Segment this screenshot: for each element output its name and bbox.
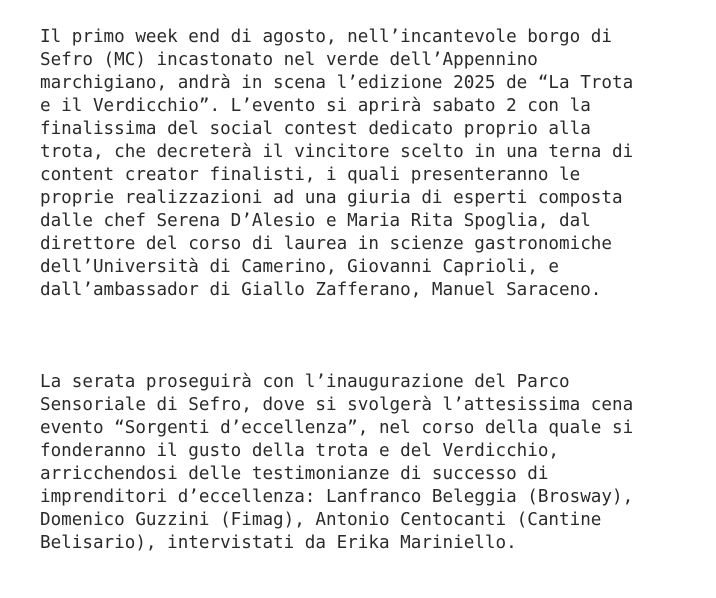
- text-line: imprenditori d’eccellenza: Lanfranco Beleggia (Brosway),: [40, 487, 634, 507]
- text-line: Sefro (MC) incastonato nel verde dell’Appennino: [40, 50, 538, 70]
- text-line: Domenico Guzzini (Fimag), Antonio Centocanti (Cantine: [40, 510, 602, 530]
- text-line: Il primo week end di agosto, nell’incantevole borgo di: [40, 27, 612, 47]
- text-line: evento “Sorgenti d’eccellenza”, nel corso della quale si: [40, 418, 634, 438]
- article-paragraph-1: [40, 26, 710, 302]
- paragraph-spacer: [40, 302, 710, 371]
- text-line: dell’Università di Camerino, Giovanni Caprioli, e: [40, 257, 560, 277]
- text-line: fonderanno il gusto della trota e del Verdicchio,: [40, 441, 560, 461]
- text-line: La serata proseguirà con l’inaugurazione del Parco: [40, 372, 570, 392]
- text-line: direttore del corso di laurea in scienze gastronomiche: [40, 234, 612, 254]
- text-line: Sensoriale di Sefro, dove si svolgerà l’attesissima cena: [40, 395, 634, 415]
- article-body: [40, 26, 710, 555]
- text-line: e il Verdicchio”. L’evento si aprirà sabato 2 con la: [40, 96, 591, 116]
- text-line: arricchendosi delle testimonianze di successo di: [40, 464, 549, 484]
- text-line: dalle chef Serena D’Alesio e Maria Rita Spoglia, dal: [40, 211, 591, 231]
- text-line: content creator finalisti, i quali presenteranno le: [40, 165, 581, 185]
- text-line: finalissima del social contest dedicato proprio alla: [40, 119, 591, 139]
- text-line: dall’ambassador di Giallo Zafferano, Manuel Saraceno.: [40, 280, 602, 300]
- article-paragraph-2: [40, 371, 710, 555]
- text-line: proprie realizzazioni ad una giuria di esperti composta: [40, 188, 623, 208]
- text-line: marchigiano, andrà in scena l’edizione 2025 de “La Trota: [40, 73, 634, 93]
- text-line: Belisario), intervistati da Erika Mariniello.: [40, 533, 517, 553]
- text-line: trota, che decreterà il vincitore scelto in una terna di: [40, 142, 634, 162]
